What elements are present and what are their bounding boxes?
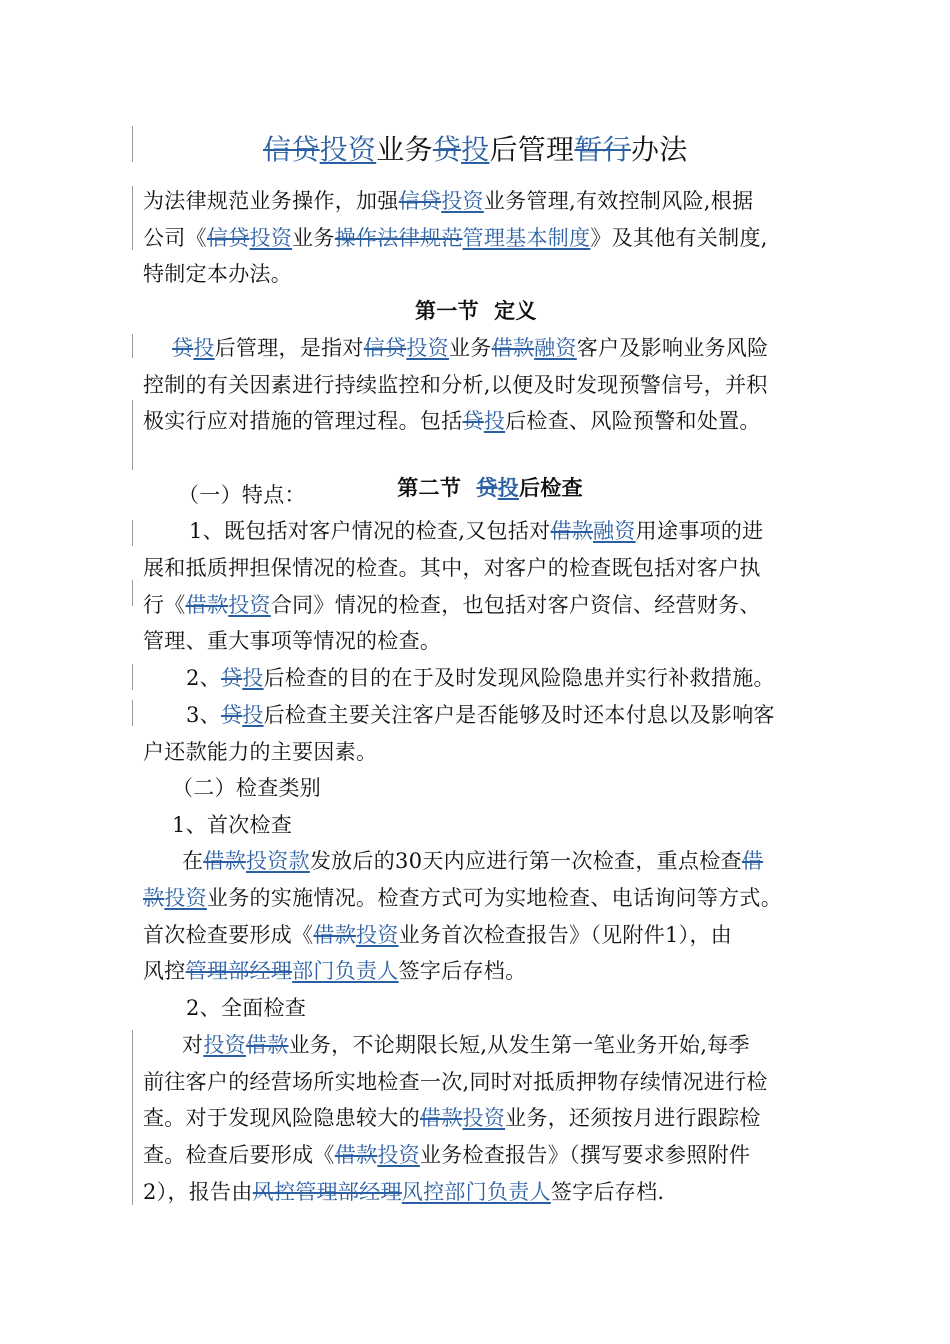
change-bar bbox=[132, 334, 133, 358]
inserted-text: 投资 bbox=[203, 1033, 246, 1057]
deleted-text: 借 bbox=[741, 849, 764, 873]
intro-line: 为法律规范业务操作，加强信贷投资业务管理,有效控制风险,根据 bbox=[143, 189, 754, 213]
body-line: 展和抵质押担保情况的检查。其中，对客户的检查既包括对客户执 bbox=[143, 556, 761, 580]
body-line: 2、贷投后检查的目的在于及时发现风险隐患并实行补救措施。 bbox=[186, 666, 775, 690]
inserted-text: 部门负责人 bbox=[292, 959, 399, 983]
inserted-text: 投资 bbox=[441, 189, 484, 213]
item-heading: 2、全面检查 bbox=[186, 996, 307, 1020]
body-line: 户还款能力的主要因素。 bbox=[143, 740, 378, 764]
body-line: 风控管理部经理部门负责人签字后存档。 bbox=[143, 959, 527, 983]
deleted-text: 信贷 bbox=[263, 133, 320, 166]
intro-line: 特制定本办法。 bbox=[143, 262, 293, 286]
body-line: 1、既包括对客户情况的检查,又包括对借款融资用途事项的进 bbox=[189, 519, 764, 543]
body-line: 首次检查要形成《借款投资业务首次检查报告》（见附件1），由 bbox=[143, 923, 733, 947]
body-line: 管理、重大事项等情况的检查。 bbox=[143, 629, 442, 653]
change-bar bbox=[132, 580, 133, 606]
inserted-text: 投资 bbox=[406, 336, 449, 360]
deleted-text: 贷 bbox=[172, 336, 194, 360]
deleted-text: 贷 bbox=[462, 409, 484, 433]
inserted-text: 投资 bbox=[228, 593, 271, 617]
inserted-text: 投资款 bbox=[245, 849, 310, 873]
document-title: 信贷投资业务贷投后管理暂行办法 bbox=[263, 133, 688, 166]
deleted-text: 贷 bbox=[220, 666, 243, 690]
body-line: 对投资借款业务，不论期限长短,从发生第一笔业务开始,每季 bbox=[182, 1033, 750, 1057]
deleted-text: 信贷 bbox=[398, 189, 442, 213]
body-line: 贷投后管理，是指对信贷投资业务借款融资客户及影响业务风险 bbox=[172, 336, 769, 360]
inserted-text: 管理基本制度 bbox=[462, 226, 591, 250]
inserted-text: 投 bbox=[461, 133, 490, 166]
deleted-text: 信贷 bbox=[206, 226, 250, 250]
subheading: （一）特点： bbox=[178, 483, 306, 507]
deleted-text: 借款 bbox=[419, 1106, 463, 1130]
body-line: 3、贷投后检查主要关注客户是否能够及时还本付息以及影响客 bbox=[186, 703, 775, 727]
inserted-text: 融资 bbox=[534, 336, 577, 360]
change-bar bbox=[132, 126, 133, 162]
deleted-text: 借款 bbox=[491, 336, 535, 360]
change-bar bbox=[132, 1030, 133, 1205]
inserted-text: 投资 bbox=[164, 886, 207, 910]
change-bar bbox=[132, 700, 133, 726]
section-heading: 第二节 贷投后检查 bbox=[397, 475, 583, 500]
change-bar bbox=[132, 400, 133, 470]
deleted-text: 贷 bbox=[432, 133, 462, 166]
change-bar bbox=[132, 186, 133, 250]
inserted-text: 投资 bbox=[462, 1106, 506, 1130]
body-line: 2），报告由风控管理部经理风控部门负责人签字后存档. bbox=[143, 1180, 665, 1204]
inserted-text: 投资 bbox=[377, 1143, 420, 1167]
body-line: 查。检查后要形成《借款投资业务检查报告》（撰写要求参照附件 bbox=[143, 1143, 751, 1167]
body-line: 在借款投资款发放后的30天内应进行第一次检查，重点检查借 bbox=[182, 849, 764, 873]
body-line: 查。对于发现风险隐患较大的借款投资业务，还须按月进行跟踪检 bbox=[143, 1106, 761, 1130]
body-line: 款投资业务的实施情况。检查方式可为实地检查、电话询问等方式。 bbox=[143, 886, 783, 910]
body-line: 行《借款投资合同》情况的检查，也包括对客户资信、经营财务、 bbox=[143, 593, 761, 617]
body-line: 极实行应对措施的管理过程。包括贷投后检查、风险预警和处置。 bbox=[143, 409, 761, 433]
deleted-text: 操作法律规范 bbox=[334, 226, 463, 250]
section-heading: 第一节 定义 bbox=[415, 298, 537, 323]
inserted-text: 投 bbox=[242, 703, 264, 727]
deleted-text: 风控管理部经理 bbox=[252, 1180, 402, 1204]
inserted-text: 风控部门负责人 bbox=[401, 1180, 551, 1204]
inserted-text: 投资 bbox=[249, 226, 293, 250]
deleted-text: 信贷 bbox=[363, 336, 407, 360]
inserted-text: 投资 bbox=[319, 133, 377, 166]
inserted-text: 投 bbox=[497, 475, 519, 500]
deleted-text: 借款 bbox=[245, 1033, 289, 1057]
change-bar bbox=[132, 664, 133, 690]
inserted-text: 投 bbox=[242, 666, 264, 690]
deleted-text: 暂行 bbox=[574, 133, 631, 166]
inserted-text: 投 bbox=[193, 336, 215, 360]
item-heading: 1、首次检查 bbox=[172, 813, 293, 837]
body-line: 前往客户的经营场所实地检查一次,同时对抵质押物存续情况进行检 bbox=[143, 1070, 768, 1094]
deleted-text: 借款 bbox=[313, 923, 357, 947]
change-bar bbox=[132, 520, 133, 546]
deleted-text: 贷 bbox=[476, 475, 498, 500]
deleted-text: 贷 bbox=[220, 703, 243, 727]
intro-line: 公司《信贷投资业务操作法律规范管理基本制度》及其他有关制度, bbox=[143, 226, 768, 250]
inserted-text: 投资 bbox=[356, 923, 399, 947]
inserted-text: 融资 bbox=[593, 519, 636, 543]
deleted-text: 借款 bbox=[334, 1143, 378, 1167]
inserted-text: 投 bbox=[483, 409, 506, 433]
subheading: （二）检查类别 bbox=[172, 776, 322, 800]
deleted-text: 管理部经理 bbox=[185, 959, 293, 983]
body-line: 控制的有关因素进行持续监控和分析,以便及时发现预警信号，并积 bbox=[143, 373, 768, 397]
deleted-text: 借款 bbox=[185, 593, 229, 617]
deleted-text: 款 bbox=[143, 886, 165, 910]
deleted-text: 借款 bbox=[203, 849, 246, 873]
deleted-text: 借款 bbox=[550, 519, 594, 543]
